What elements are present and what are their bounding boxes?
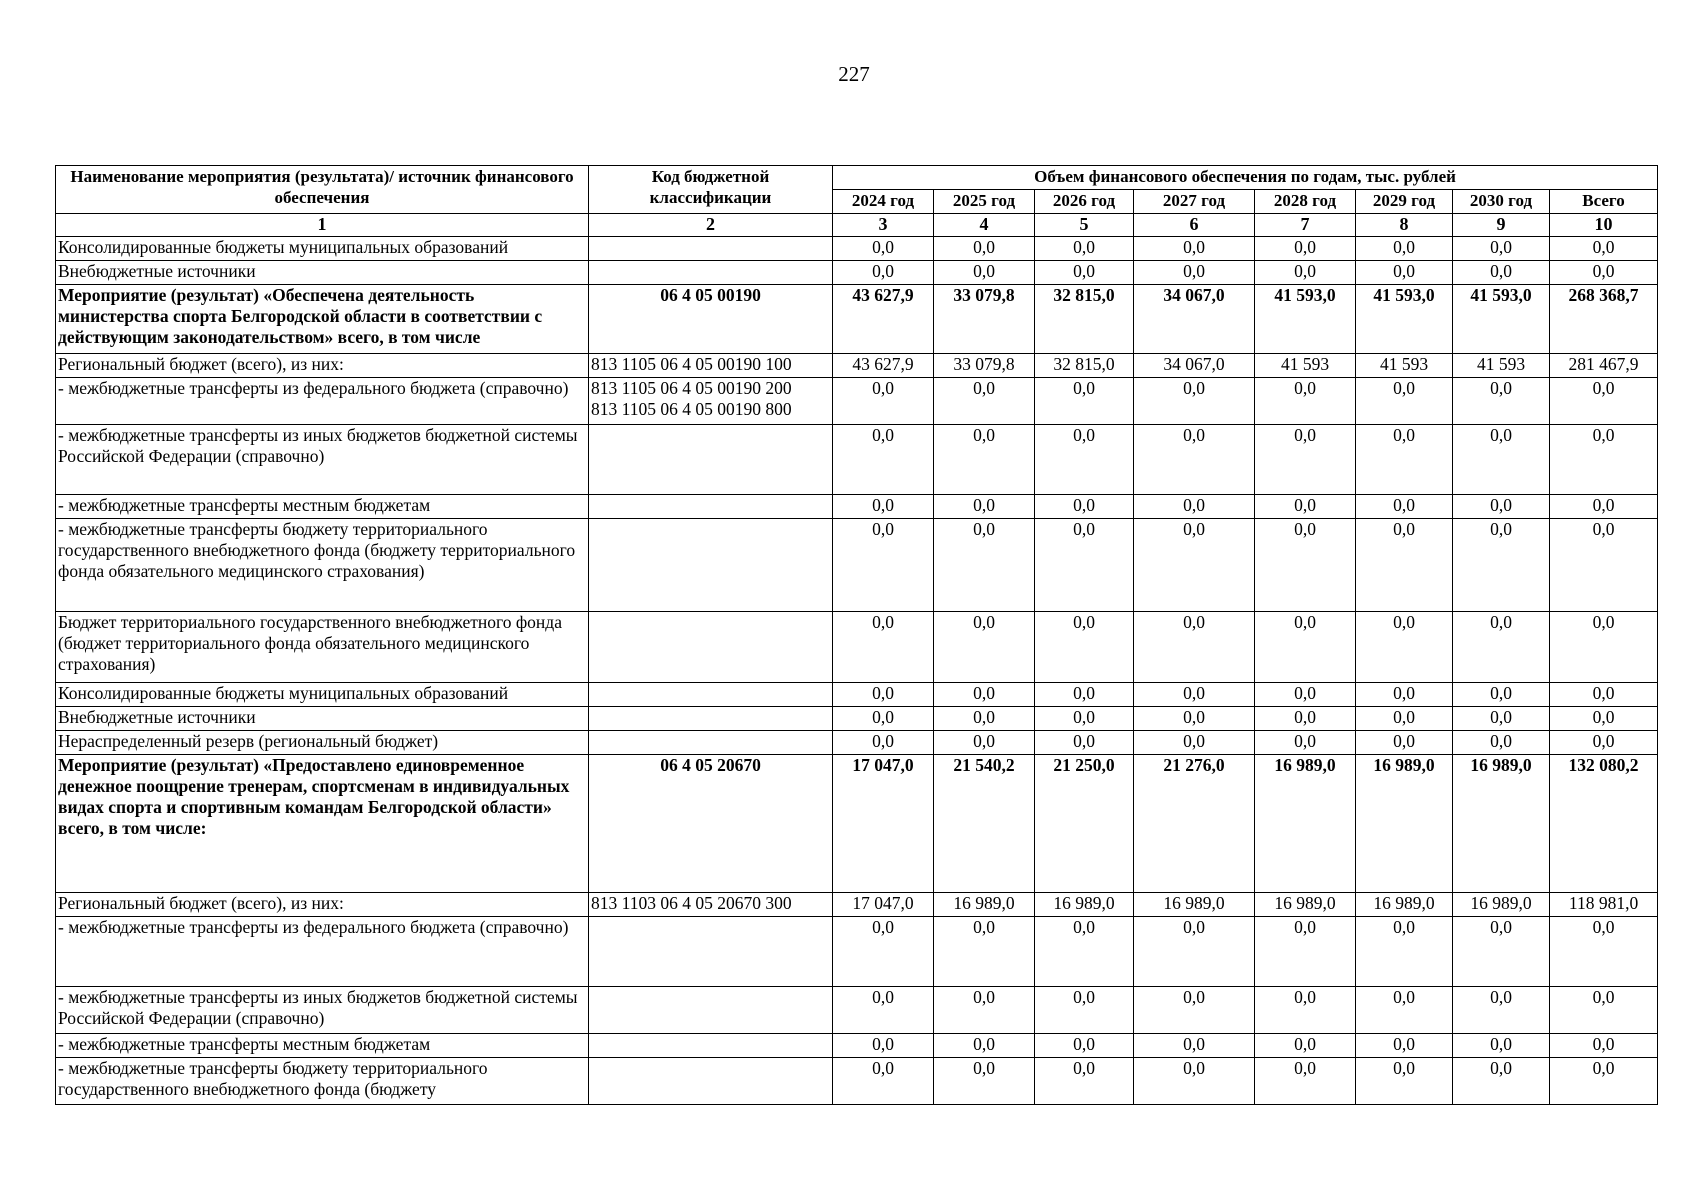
row-value: 41 593,0 [1255,285,1356,354]
row-value: 41 593 [1356,354,1453,378]
row-code [589,707,833,731]
table-row [56,495,1658,519]
row-value: 0,0 [1453,1034,1550,1058]
row-value: 0,0 [934,612,1035,683]
row-name: - межбюджетные трансферты из иных бюджетов бюджетной системы Российской Федерации (справочно) [56,425,589,495]
column-number: 3 [833,214,934,237]
table-row [56,1058,1658,1105]
row-total: 0,0 [1550,378,1658,425]
row-total: 132 080,2 [1550,755,1658,893]
table-row [56,683,1658,707]
row-total: 0,0 [1550,707,1658,731]
row-value: 0,0 [1134,987,1255,1034]
row-value: 0,0 [1035,707,1134,731]
row-value: 0,0 [1035,519,1134,612]
row-code [589,917,833,987]
row-value: 0,0 [1134,1034,1255,1058]
row-name: Внебюджетные источники [56,707,589,731]
row-value: 0,0 [1134,1058,1255,1105]
column-number: 5 [1035,214,1134,237]
row-value: 0,0 [1035,495,1134,519]
table-body [56,237,1658,1105]
row-total: 118 981,0 [1550,893,1658,917]
column-number: 2 [589,214,833,237]
row-value: 0,0 [1134,917,1255,987]
column-number: 6 [1134,214,1255,237]
column-number: 10 [1550,214,1658,237]
table-row [56,731,1658,755]
row-value: 16 989,0 [1255,893,1356,917]
financing-table [55,165,1658,1105]
row-value: 0,0 [934,237,1035,261]
row-value: 0,0 [934,425,1035,495]
row-value: 0,0 [1453,519,1550,612]
row-value: 0,0 [1356,378,1453,425]
row-value: 0,0 [1356,683,1453,707]
row-value: 0,0 [1134,707,1255,731]
row-value: 0,0 [1356,987,1453,1034]
table-row [56,519,1658,612]
column-number: 8 [1356,214,1453,237]
row-value: 0,0 [833,987,934,1034]
row-value: 0,0 [934,378,1035,425]
row-total: 0,0 [1550,683,1658,707]
row-value: 0,0 [934,707,1035,731]
row-value: 0,0 [1453,237,1550,261]
column-number: 4 [934,214,1035,237]
row-value: 0,0 [1453,987,1550,1034]
row-value: 0,0 [1035,1034,1134,1058]
row-code [589,425,833,495]
row-value: 17 047,0 [833,755,934,893]
header-name: Наименование мероприятия (результата)/ источник финансового обеспечения [56,166,589,214]
row-value: 0,0 [833,261,934,285]
row-value: 0,0 [833,237,934,261]
row-value: 0,0 [934,1058,1035,1105]
header-year: 2026 год [1035,190,1134,214]
row-value: 16 989,0 [1255,755,1356,893]
row-total: 0,0 [1550,917,1658,987]
row-value: 0,0 [1035,425,1134,495]
row-value: 16 989,0 [934,893,1035,917]
column-number: 9 [1453,214,1550,237]
row-value: 0,0 [1255,378,1356,425]
page-number: 227 [838,62,870,86]
header-year: 2030 год [1453,190,1550,214]
row-value: 32 815,0 [1035,285,1134,354]
table-row [56,378,1658,425]
row-code [589,731,833,755]
row-value: 0,0 [1255,261,1356,285]
table-row [56,425,1658,495]
row-value: 0,0 [1453,378,1550,425]
row-value: 0,0 [833,425,934,495]
row-name: Внебюджетные источники [56,261,589,285]
row-total: 268 368,7 [1550,285,1658,354]
row-value: 0,0 [1255,425,1356,495]
row-value: 0,0 [1255,917,1356,987]
row-value: 41 593 [1453,354,1550,378]
row-value: 0,0 [934,261,1035,285]
row-total: 0,0 [1550,987,1658,1034]
row-value: 0,0 [934,519,1035,612]
row-value: 0,0 [1035,378,1134,425]
row-name: - межбюджетные трансферты бюджету территориального государственного внебюджетного фонда (бюджету территориального фонда обязательного медицинского страхования) [56,519,589,612]
row-value: 0,0 [833,519,934,612]
header-year: 2024 год [833,190,934,214]
table-header [56,166,1658,237]
row-value: 21 250,0 [1035,755,1134,893]
row-value: 0,0 [1356,1034,1453,1058]
row-value: 33 079,8 [934,285,1035,354]
row-value: 0,0 [1134,731,1255,755]
row-value: 0,0 [1453,683,1550,707]
row-value: 0,0 [934,1034,1035,1058]
header-year: 2028 год [1255,190,1356,214]
row-value: 0,0 [833,917,934,987]
row-name: - межбюджетные трансферты местным бюджетам [56,1034,589,1058]
column-number: 7 [1255,214,1356,237]
row-value: 0,0 [1255,683,1356,707]
row-value: 0,0 [1356,519,1453,612]
row-value: 0,0 [1134,519,1255,612]
row-value: 21 540,2 [934,755,1035,893]
row-value: 0,0 [1035,261,1134,285]
row-value: 0,0 [1035,987,1134,1034]
row-value: 0,0 [1035,237,1134,261]
row-value: 0,0 [1255,1058,1356,1105]
row-value: 16 989,0 [1035,893,1134,917]
row-value: 0,0 [1134,683,1255,707]
row-value: 0,0 [1356,495,1453,519]
row-value: 0,0 [1035,917,1134,987]
header-code: Код бюджетной классификации [589,166,833,214]
row-value: 0,0 [833,707,934,731]
row-total: 0,0 [1550,425,1658,495]
row-value: 16 989,0 [1453,755,1550,893]
row-name: Бюджет территориального государственного внебюджетного фонда (бюджет территориального фонда обязательного медицинского страхования) [56,612,589,683]
row-value: 0,0 [1255,1034,1356,1058]
row-value: 0,0 [1356,707,1453,731]
header-year: 2025 год [934,190,1035,214]
row-value: 16 989,0 [1356,893,1453,917]
header-year: 2027 год [1134,190,1255,214]
row-value: 0,0 [1134,378,1255,425]
row-value: 0,0 [1356,731,1453,755]
row-value: 0,0 [833,683,934,707]
row-code: 813 1105 06 4 05 00190 200 813 1105 06 4 05 00190 800 [589,378,833,425]
row-name: - межбюджетные трансферты местным бюджетам [56,495,589,519]
row-total: 0,0 [1550,261,1658,285]
row-code: 813 1105 06 4 05 00190 100 [589,354,833,378]
row-value: 0,0 [1255,612,1356,683]
row-value: 0,0 [833,612,934,683]
row-code: 06 4 05 00190 [589,285,833,354]
row-value: 0,0 [1356,237,1453,261]
row-value: 0,0 [934,495,1035,519]
row-name: - межбюджетные трансферты бюджету территориального государственного внебюджетного фонда (бюджету [56,1058,589,1105]
row-value: 41 593,0 [1453,285,1550,354]
header-year: 2029 год [1356,190,1453,214]
row-total: 0,0 [1550,1058,1658,1105]
row-name: - межбюджетные трансферты из федерального бюджета (справочно) [56,917,589,987]
row-value: 0,0 [833,731,934,755]
table-row-measure [56,285,1658,354]
row-value: 0,0 [934,683,1035,707]
row-name: - межбюджетные трансферты из иных бюджетов бюджетной системы Российской Федерации (справочно) [56,987,589,1034]
row-name: - межбюджетные трансферты из федерального бюджета (справочно) [56,378,589,425]
row-value: 0,0 [833,378,934,425]
row-total: 0,0 [1550,731,1658,755]
header-volume: Объем финансового обеспечения по годам, тыс. рублей [833,166,1658,190]
table-row [56,987,1658,1034]
row-code [589,261,833,285]
row-name: Мероприятие (результат) «Обеспечена деятельность министерства спорта Белгородской области в соответствии с действующим законодательством» всего, в том числе [56,285,589,354]
table-row-measure [56,755,1658,893]
table-row [56,1034,1658,1058]
row-name: Консолидированные бюджеты муниципальных образований [56,237,589,261]
row-value: 41 593 [1255,354,1356,378]
row-value: 0,0 [934,987,1035,1034]
row-value: 0,0 [1453,612,1550,683]
row-total: 0,0 [1550,519,1658,612]
row-value: 0,0 [1134,612,1255,683]
row-value: 0,0 [1035,683,1134,707]
row-value: 0,0 [1134,261,1255,285]
row-value: 34 067,0 [1134,354,1255,378]
row-name: Региональный бюджет (всего), из них: [56,893,589,917]
table-row [56,354,1658,378]
row-code [589,237,833,261]
row-value: 43 627,9 [833,285,934,354]
row-value: 16 989,0 [1134,893,1255,917]
row-value: 0,0 [934,917,1035,987]
row-value: 0,0 [1134,495,1255,519]
table-row [56,261,1658,285]
column-number: 1 [56,214,589,237]
row-value: 33 079,8 [934,354,1035,378]
row-value: 0,0 [1453,495,1550,519]
row-name: Нераспределенный резерв (региональный бюджет) [56,731,589,755]
row-value: 32 815,0 [1035,354,1134,378]
row-code [589,683,833,707]
row-total: 281 467,9 [1550,354,1658,378]
row-value: 0,0 [1255,987,1356,1034]
row-value: 0,0 [1356,261,1453,285]
row-name: Мероприятие (результат) «Предоставлено единовременное денежное поощрение тренерам, спортсменам в индивидуальных видах спорта и спортивным командам Белгородской области» всего, в том числе: [56,755,589,893]
row-value: 0,0 [1453,1058,1550,1105]
row-total: 0,0 [1550,495,1658,519]
row-value: 0,0 [833,1034,934,1058]
row-value: 0,0 [1134,425,1255,495]
row-total: 0,0 [1550,612,1658,683]
row-value: 43 627,9 [833,354,934,378]
row-value: 0,0 [1453,261,1550,285]
table-row [56,893,1658,917]
row-code [589,987,833,1034]
row-value: 0,0 [1356,1058,1453,1105]
row-code [589,1034,833,1058]
table-row [56,237,1658,261]
row-value: 0,0 [1035,1058,1134,1105]
row-value: 0,0 [934,731,1035,755]
row-value: 21 276,0 [1134,755,1255,893]
row-name: Консолидированные бюджеты муниципальных образований [56,683,589,707]
row-value: 16 989,0 [1453,893,1550,917]
row-code: 813 1103 06 4 05 20670 300 [589,893,833,917]
row-value: 0,0 [1453,917,1550,987]
row-total: 0,0 [1550,237,1658,261]
row-value: 0,0 [1035,731,1134,755]
row-value: 0,0 [1134,237,1255,261]
row-code [589,519,833,612]
row-value: 0,0 [1255,237,1356,261]
row-value: 17 047,0 [833,893,934,917]
header-total: Всего [1550,190,1658,214]
row-value: 0,0 [1356,917,1453,987]
row-value: 16 989,0 [1356,755,1453,893]
row-value: 34 067,0 [1134,285,1255,354]
row-value: 0,0 [1356,425,1453,495]
row-name: Региональный бюджет (всего), из них: [56,354,589,378]
row-value: 0,0 [1255,707,1356,731]
row-value: 0,0 [1453,425,1550,495]
table-row [56,612,1658,683]
row-value: 0,0 [1035,612,1134,683]
row-code [589,1058,833,1105]
table-row [56,707,1658,731]
row-total: 0,0 [1550,1034,1658,1058]
row-value: 41 593,0 [1356,285,1453,354]
row-code [589,612,833,683]
row-value: 0,0 [1255,731,1356,755]
row-code: 06 4 05 20670 [589,755,833,893]
row-value: 0,0 [1453,731,1550,755]
row-value: 0,0 [833,1058,934,1105]
row-value: 0,0 [1356,612,1453,683]
row-value: 0,0 [1255,519,1356,612]
row-value: 0,0 [1255,495,1356,519]
row-value: 0,0 [833,495,934,519]
row-value: 0,0 [1453,707,1550,731]
table-row [56,917,1658,987]
row-code [589,495,833,519]
